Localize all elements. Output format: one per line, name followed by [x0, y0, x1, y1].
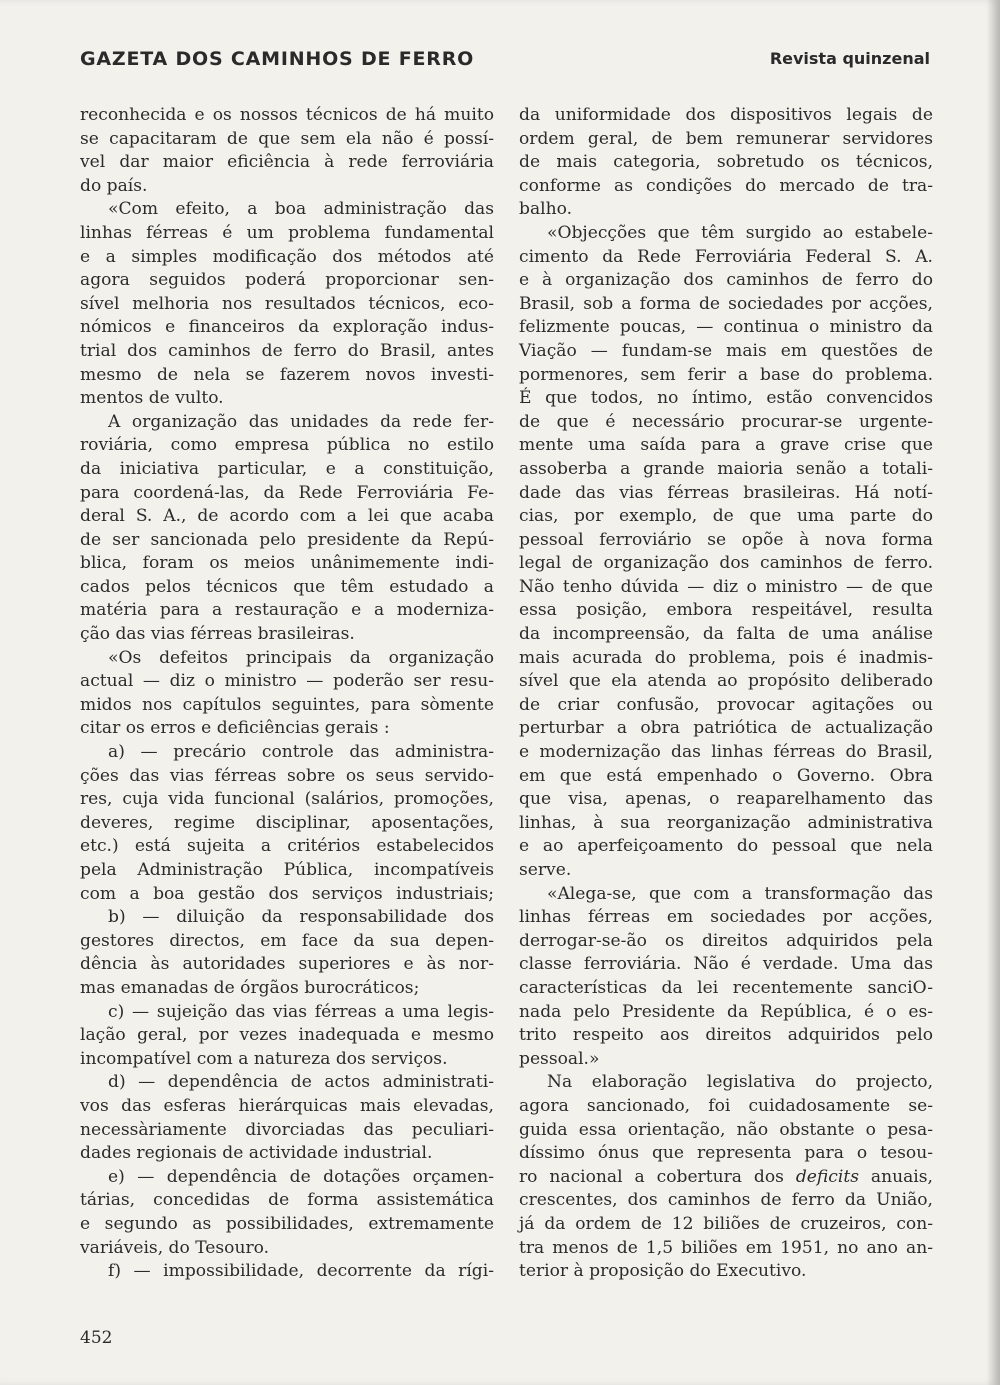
- text-line: incompatível com a natureza dos serviços.: [80, 1048, 448, 1069]
- text-line: já da ordem de 12 biliões de cruzeiros, con-: [519, 1213, 933, 1234]
- text-line: vos das esferas hierárquicas mais elevadas,: [80, 1095, 494, 1116]
- publication-title: GAZETA DOS CAMINHOS DE FERRO: [80, 48, 475, 70]
- text-line: para coordená-las, da Rede Ferroviária Fe-: [80, 482, 494, 503]
- text-line: mas emanadas de órgãos burocráticos;: [80, 977, 420, 998]
- text-line: de que é necessário procurar-se urgente-: [519, 411, 933, 432]
- page-edge-shadow: [986, 0, 1000, 1385]
- text-line: Não tenho dúvida — diz o ministro — de que: [519, 576, 933, 597]
- text-line: da incompreensão, da falta de uma análise: [519, 624, 933, 645]
- left-column: [80, 104, 494, 1284]
- text-line: deveres, regime disciplinar, aposentações,: [80, 812, 494, 833]
- text-line: terior à proposição do Executivo.: [519, 1261, 807, 1282]
- text-line: dência às autoridades superiores e às nor-: [80, 954, 494, 975]
- text-line: e modernização das linhas férreas do Brasil,: [519, 742, 933, 763]
- text-line: díssimo ónus que representa para o tesou-: [519, 1143, 933, 1164]
- text-line: de mais categoria, sobretudo os técnicos,: [519, 152, 933, 173]
- text-line: e a simples modificação dos métodos até: [80, 246, 494, 267]
- text-line: blica, foram os meios unânimemente indi-: [80, 553, 494, 574]
- text-line: crescentes, dos caminhos de ferro da União,: [519, 1190, 933, 1211]
- text-line: tra menos de 1,5 biliões em 1951, no ano an-: [519, 1237, 933, 1258]
- text-line: «Objecções que têm surgido ao estabele-: [547, 222, 933, 243]
- text-line: pessoal.»: [519, 1048, 600, 1069]
- text-line: e) — dependência de dotações orçamen-: [108, 1166, 494, 1187]
- text-line: res, cuja vida funcional (salários, promoções,: [80, 789, 494, 810]
- text-line: em que está empenhado o Governo. Obra: [519, 765, 933, 786]
- text-line: mesmo de nela se fazerem novos investi-: [80, 364, 494, 385]
- text-line: perturbar a obra patriótica de actualização: [519, 718, 933, 739]
- text-line: linhas férreas em sociedades por acções,: [519, 907, 933, 928]
- text-line: que visa, apenas, o reaparelhamento das: [519, 789, 933, 810]
- text-line: legal de organização dos caminhos de ferro.: [519, 553, 933, 574]
- text-line: mais acurada do problema, pois é inadmis-: [519, 647, 933, 668]
- text-line: de criar confusão, provocar agitações ou: [519, 694, 933, 715]
- text-line: Na elaboração legislativa do projecto,: [547, 1072, 933, 1093]
- text-line: lação geral, por vezes inadequada e mesmo: [80, 1025, 494, 1046]
- text-line: derrogar-se-ão os direitos adquiridos pela: [519, 930, 933, 951]
- text-line: do país.: [80, 175, 148, 196]
- text-line: d) — dependência de actos administrati-: [108, 1072, 494, 1093]
- text-line: serve.: [519, 860, 572, 880]
- text-line: características da lei recentemente sanciO-: [519, 977, 933, 998]
- text-line: A organização das unidades da rede fer-: [108, 411, 494, 432]
- text-line: f) — impossibilidade, decorrente da rígi-: [108, 1261, 494, 1282]
- text-line: actual — diz o ministro — poderão ser resu-: [80, 671, 494, 692]
- text-line: assoberba a grande maioria senão a totali-: [519, 458, 933, 479]
- text-line: nada pelo Presidente da República, é o es-: [519, 1001, 933, 1022]
- text-line: gestores directos, em face da sua depen-: [80, 930, 494, 951]
- text-line: dades regionais de actividade industrial.: [80, 1143, 433, 1164]
- text-line: linhas férreas é um problema fundamental: [80, 222, 494, 243]
- text-line: ro nacional a cobertura dos deficits anuais,: [519, 1166, 933, 1187]
- text-line: c) — sujeição das vias férreas a uma legis-: [108, 1001, 494, 1022]
- text-line: mentos de vulto.: [80, 388, 224, 409]
- text-line: de ser sancionada pelo presidente da Repú-: [80, 529, 494, 550]
- text-line: balho.: [519, 199, 573, 220]
- text-line: cados pelos técnicos que têm estudado a: [80, 576, 494, 597]
- page-number: 452: [80, 1328, 113, 1348]
- text-line: e ao aperfeiçoamento do pessoal que nela: [519, 836, 933, 857]
- text-line: Viação — fundam-se mais em questões de: [519, 340, 933, 361]
- text-line: ção das vias férreas brasileiras.: [80, 624, 355, 645]
- text-line: e segundo as possibilidades, extremamente: [80, 1213, 494, 1234]
- text-line: linhas, à sua reorganização administrativa: [519, 812, 933, 833]
- text-line: guida essa orientação, não obstante o pesa-: [519, 1119, 933, 1140]
- text-line: roviária, como empresa pública no estilo: [80, 435, 494, 456]
- text-line: vel dar maior eficiência à rede ferroviária: [80, 152, 494, 173]
- text-line: da iniciativa particular, e a constituição,: [80, 458, 494, 479]
- publication-subtitle: Revista quinzenal: [769, 49, 930, 68]
- text-line: se capacitaram de que sem ela não é possí-: [80, 128, 494, 149]
- text-line: deral S. A., de acordo com a lei que acaba: [80, 506, 494, 527]
- text-line: midos nos capítulos seguintes, para sòmente: [80, 694, 494, 715]
- text-line: trito respeito aos direitos adquiridos pelo: [519, 1025, 933, 1046]
- text-line: trial dos caminhos de ferro do Brasil, antes: [80, 340, 494, 361]
- text-line: variáveis, do Tesouro.: [80, 1237, 270, 1258]
- text-line: agora sancionado, foi cuidadosamente se-: [519, 1095, 933, 1116]
- text-line: reconhecida e os nossos técnicos de há muito: [80, 105, 494, 125]
- text-line: É que todos, no íntimo, estão convencidos: [519, 388, 933, 409]
- text-line: cias, por exemplo, de que uma parte do: [519, 506, 933, 527]
- text-line: e à organização dos caminhos de ferro do: [519, 270, 933, 291]
- text-line: ções das vias férreas sobre os seus servido-: [80, 765, 494, 786]
- text-line: com a boa gestão dos serviços industriais;: [80, 883, 494, 904]
- text-line: «Os defeitos principais da organização: [108, 647, 494, 668]
- text-line: pormenores, sem ferir a base do problema.: [519, 364, 933, 385]
- text-line: b) — diluição da responsabilidade dos: [108, 907, 494, 928]
- text-line: necessàriamente divorciadas das peculiari-: [80, 1119, 494, 1140]
- text-line: essa posição, embora respeitável, resulta: [519, 600, 933, 621]
- text-line: etc.) está sujeita a critérios estabelecidos: [80, 836, 494, 857]
- right-column: [519, 104, 933, 1284]
- text-line: Brasil, sob a forma de sociedades por acções,: [519, 293, 933, 314]
- text-line: dade das vias férreas brasileiras. Há notí-: [519, 482, 933, 503]
- text-line: a) — precário controle das administra-: [108, 742, 494, 763]
- text-line: citar os erros e deficiências gerais :: [80, 718, 390, 739]
- text-line: felizmente poucas, — continua o ministro da: [519, 317, 933, 338]
- text-line: pessoal ferroviário se opõe à nova forma: [519, 529, 933, 550]
- text-line: mente uma saída para a grave crise que: [519, 435, 933, 456]
- text-line: matéria para a restauração e a moderniza-: [80, 600, 494, 621]
- text-line: conforme as condições do mercado de tra-: [519, 175, 933, 196]
- text-line: tárias, concedidas de forma assistemática: [80, 1190, 494, 1211]
- text-line: «Alega-se, que com a transformação das: [547, 883, 933, 904]
- text-line: cimento da Rede Ferroviária Federal S. A.: [519, 246, 933, 267]
- text-line: nómicos e financeiros da exploração indus-: [80, 317, 494, 338]
- text-line: classe ferroviária. Não é verdade. Uma das: [519, 954, 933, 975]
- text-line: sível melhoria nos resultados técnicos, eco-: [80, 293, 494, 314]
- text-line: agora seguidos poderá proporcionar sen-: [80, 270, 494, 291]
- text-line: pela Administração Pública, incompatíveis: [80, 860, 494, 880]
- text-line: «Com efeito, a boa administração das: [108, 199, 494, 220]
- text-line: sível que ela atenda ao propósito deliberado: [519, 671, 933, 692]
- text-line: ordem geral, de bem remunerar servidores: [519, 128, 933, 149]
- text-line: da uniformidade dos dispositivos legais de: [519, 105, 933, 125]
